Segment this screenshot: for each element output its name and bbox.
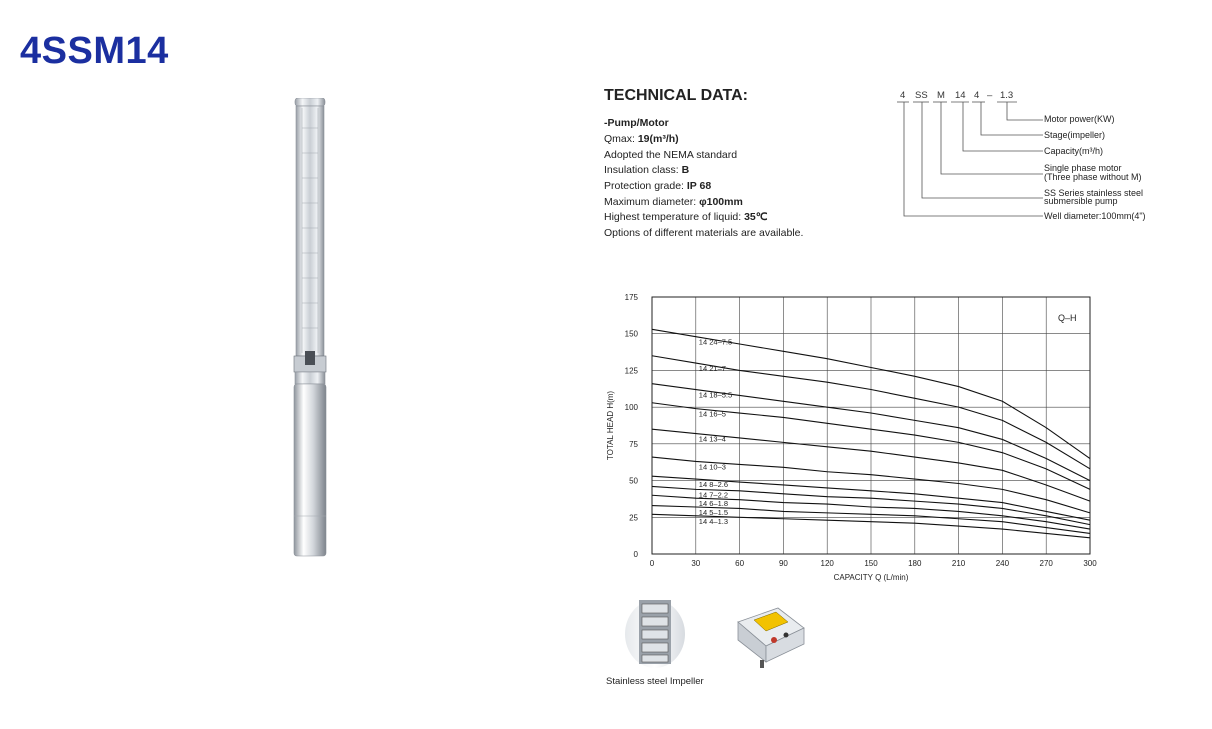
product-title: 4SSM14 (20, 30, 169, 72)
spec-row: Highest temperature of liquid: 35℃ (604, 211, 768, 223)
x-tick-label: 90 (778, 559, 788, 568)
y-tick-label: 125 (624, 366, 638, 376)
y-tick-label: 175 (624, 293, 638, 302)
series-label: 14 7–2.2 (698, 490, 729, 500)
code-part-motor: M (937, 90, 945, 101)
series-label: 14 21–7 (698, 364, 726, 374)
x-tick-label: 300 (1083, 559, 1097, 568)
control-box-image (730, 600, 810, 670)
code-desc-capacity: Capacity(m³/h) (1044, 146, 1104, 156)
model-code-diagram (895, 88, 1185, 228)
series-label: 14 4–1.3 (698, 516, 729, 526)
chart-ylabel: TOTAL HEAD H(m) (606, 390, 615, 461)
code-desc-series-2: submersible pump (1044, 196, 1118, 206)
series-label: 14 24–7.5 (698, 337, 733, 347)
spec-row: Insulation class: B (604, 164, 690, 176)
pump-image (290, 98, 330, 560)
x-tick-label: 240 (995, 559, 1010, 568)
code-part-capacity: 14 (955, 90, 966, 101)
series-label: 14 6–1.8 (698, 499, 729, 509)
x-tick-label: 120 (820, 559, 834, 568)
code-part-dash: – (987, 90, 993, 101)
y-tick-label: 150 (624, 329, 638, 339)
x-tick-label: 30 (691, 559, 701, 568)
code-part-series: SS (915, 90, 928, 101)
x-tick-label: 0 (649, 559, 655, 568)
code-desc-stage: Stage(impeller) (1044, 130, 1106, 140)
series-label: 14 5–1.5 (698, 508, 729, 518)
code-desc-power: Motor power(KW) (1044, 114, 1115, 124)
model-code-leader-lines (895, 88, 1055, 228)
code-desc-well: Well diameter:100mm(4") (1044, 211, 1146, 221)
spec-row: Protection grade: IP 68 (604, 180, 712, 192)
pump-motor-subheading: -Pump/Motor (604, 117, 669, 129)
series-label: 14 10–3 (698, 462, 726, 472)
spec-row: Options of different materials are available. (604, 227, 804, 239)
technical-data-heading: TECHNICAL DATA: (604, 87, 748, 104)
chart-title: Q–H (1058, 313, 1077, 323)
y-tick-label: 100 (624, 403, 638, 413)
code-part-stage: 4 (974, 90, 980, 101)
series-label: 14 8–2.6 (698, 480, 729, 490)
spec-row: Qmax: 19(m³/h) (604, 133, 679, 145)
series-label: 14 16–5 (698, 409, 726, 419)
impeller-caption: Stainless steel Impeller (606, 676, 704, 687)
qh-chart (600, 285, 1105, 585)
code-desc-motor: Single phase motor (1044, 163, 1122, 173)
x-tick-label: 180 (908, 559, 922, 568)
code-desc-motor-note: (Three phase without M) (1044, 172, 1142, 182)
code-desc-series: SS Series stainless steel (1044, 188, 1144, 198)
series-label: 14 13–4 (698, 434, 726, 444)
impeller-image (622, 598, 688, 670)
y-tick-label: 75 (629, 439, 638, 449)
y-tick-label: 50 (629, 476, 638, 486)
code-part-power: 1.3 (1000, 90, 1014, 101)
y-tick-label: 0 (633, 550, 638, 559)
chart-xlabel: CAPACITY Q (L/min) (833, 573, 909, 582)
series-label: 14 18–5.5 (698, 390, 733, 400)
spec-row: Adopted the NEMA standard (604, 149, 738, 161)
x-tick-label: 210 (951, 559, 966, 568)
spec-row: Maximum diameter: φ100mm (604, 196, 743, 208)
y-tick-label: 25 (629, 513, 638, 523)
x-tick-label: 60 (735, 559, 745, 568)
chart-series-labels (699, 338, 732, 526)
x-tick-label: 270 (1039, 559, 1053, 568)
x-tick-label: 150 (864, 559, 878, 568)
code-part-well: 4 (900, 90, 906, 101)
